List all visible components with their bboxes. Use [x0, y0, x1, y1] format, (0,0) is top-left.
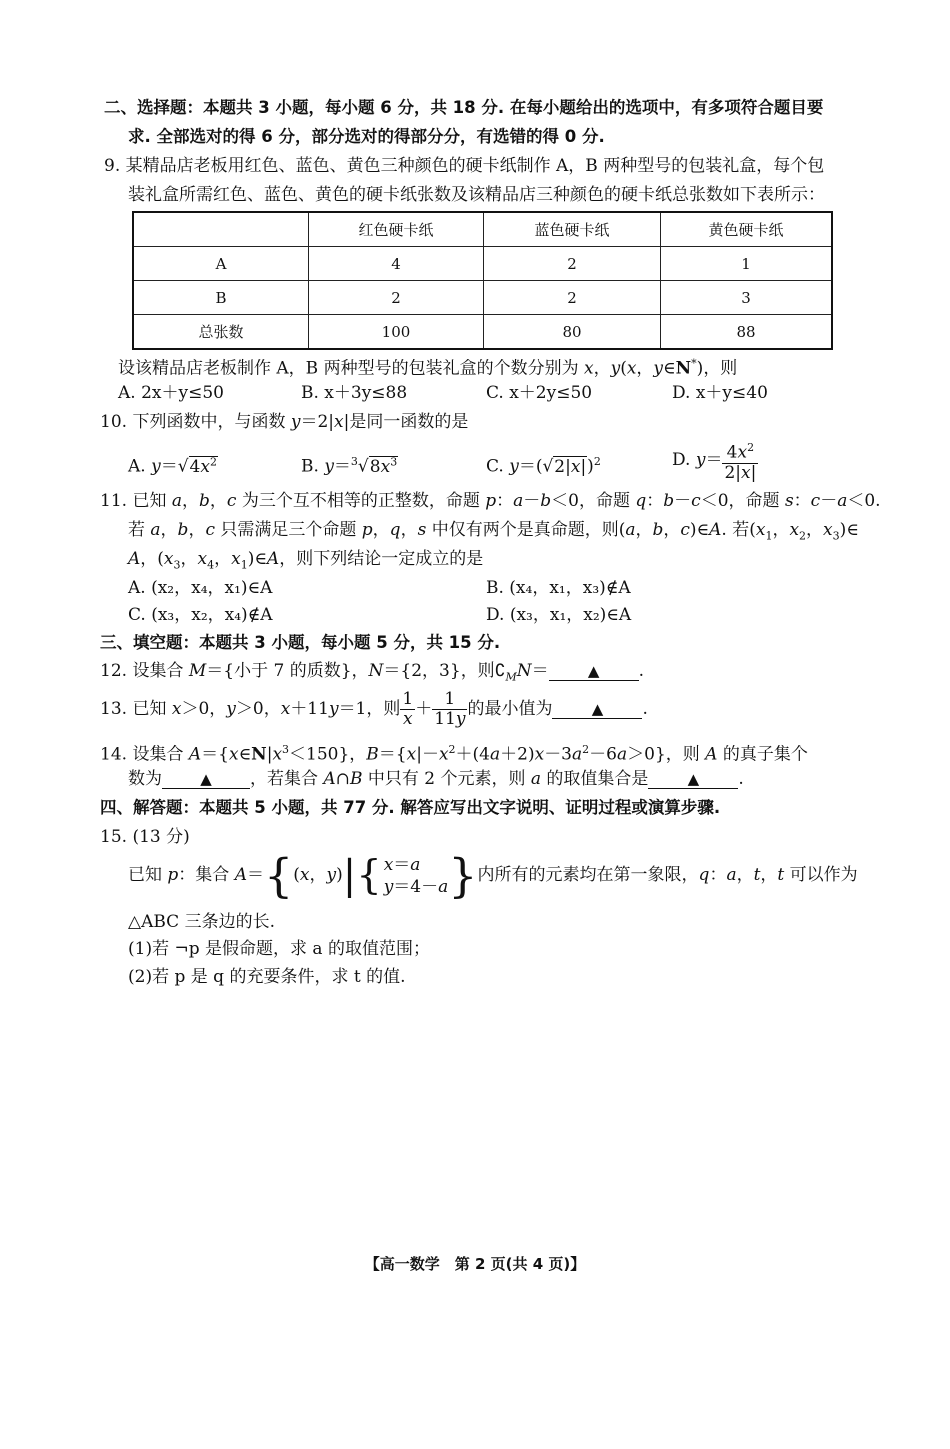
q11-text: 命题 [745, 491, 780, 511]
table-cell: 100 [309, 315, 484, 350]
table-cell: 80 [484, 315, 661, 350]
q9-card-table [132, 211, 833, 350]
section-2-heading-line2: 求. 全部选对的得 6 分，部分选对的得部分分，有选错的得 0 分. [128, 127, 605, 146]
q15-line2: △ABC 三条边的长. [128, 912, 275, 932]
q11-text: 若 [128, 520, 145, 540]
page-footer: 【高一数学 第 2 页(共 4 页)】 [364, 1255, 586, 1273]
q11-option-a: A. (x₂，x₄，x₁)∈A [128, 578, 273, 598]
q11-text: ，则下列结论一定成立的是 [279, 549, 484, 569]
q10-option-c: C. $y=(√2|x|)^2$ [486, 455, 601, 477]
q11-line1: 11. 已知 a，b，c 为三个互不相等的正整数，命题 p：a－b＜0，命题 q：b－c＜0，命题 s：c－a＜0. [100, 491, 881, 511]
table-cell: 2 [484, 247, 661, 281]
q14-answer-blank-1[interactable] [162, 770, 250, 789]
table-cell: 黄色硬卡纸 [661, 212, 833, 247]
q9-stem-line2: 装礼盒所需红色、蓝色、黄色的硬卡纸张数及该精品店三种颜色的硬卡纸总张数如下表所示： [128, 185, 825, 205]
table-row [133, 281, 832, 315]
table-cell: 蓝色硬卡纸 [484, 212, 661, 247]
q12-set-m: {小于 7 的质数} [223, 661, 352, 681]
table-cell: 2 [484, 281, 661, 315]
q9-option-b: B. x＋3y≤88 [301, 383, 408, 403]
table-cell: 3 [661, 281, 833, 315]
blank-triangle: ▲ [591, 700, 604, 718]
table-cell: 红色硬卡纸 [309, 212, 484, 247]
q10-option-a-label: A. [128, 456, 146, 477]
q15-part1: (1)若 ¬p 是假命题，求 a 的取值范围； [128, 939, 430, 959]
q9-option-d: D. x＋y≤40 [672, 383, 768, 403]
table-row [133, 315, 832, 350]
q14-line2: 数为 ▲ ，若集合 A∩B 中只有 2 个元素，则 a 的取值集合是 ▲ . [128, 769, 744, 789]
q11-option-c: C. (x₃，x₂，x₄)∉A [128, 605, 273, 625]
table-cell: 88 [661, 315, 833, 350]
table-header-row [133, 212, 832, 247]
q14-text: 数为 [128, 769, 162, 789]
q14-line1: 14. 设集合 $A=\{x\in N|x^3<150\}$，$B=\{x|-x^2+(4a+2)x-3a^2-6a>0\}$，则 A 的真子集个 [100, 743, 808, 765]
q15-text: 可以作为 [789, 865, 858, 885]
q11-line2: 若 a，b，c 只需满足三个命题 p，q，s 中仅有两个是真命题，则(a，b，c)∈A. 若($x_1$，$x_2$，$x_3)\in$ [128, 520, 859, 543]
q15-text: 集合 [195, 865, 230, 885]
q11-text: 命题 [595, 491, 630, 511]
table-cell: 2 [309, 281, 484, 315]
q10-option-d-label: D. [672, 449, 691, 470]
section-3-heading: 三、填空题：本题共 3 小题，每小题 5 分，共 15 分. [100, 633, 501, 652]
q9-question: 设该精品店老板制作 A，B 两种型号的包装礼盒的个数分别为 x，y(x，y∈N*)，则 [118, 357, 738, 379]
q9-question-text: 设该精品店老板制作 A，B 两种型号的包装礼盒的个数分别为 [118, 358, 579, 379]
blank-triangle: ▲ [587, 662, 600, 680]
q13-text: ，则 [366, 699, 401, 719]
q15-text: 内所有的元素均在第一象限， [477, 865, 699, 885]
q10-option-b: B. $y=^3√8x^3$ [301, 455, 398, 477]
section-4-heading: 四、解答题：本题共 5 小题，共 77 分. 解答应写出文字说明、证明过程或演算步骤. [100, 798, 721, 817]
table-row [133, 247, 832, 281]
q12-stem: 12. 设集合 M＝{小于 7 的质数}，N＝{2，3}，则$∁_MN=$ ▲ . [100, 661, 645, 684]
section-2-heading-line1: 二、选择题：本题共 3 小题，每小题 6 分，共 18 分. 在每小题给出的选项中，有多项符合题目要 [104, 98, 824, 117]
q12-text: ，则 [460, 661, 495, 681]
q13-stem: 13. 已知 x＞0，y＞0，x＋11y＝1，则 $\frac{1}{x}$ ＋ $\frac{1}{11y}$ 的最小值为 ▲ . [100, 689, 648, 729]
q11-text: 若 [732, 520, 750, 540]
blank-triangle: ▲ [687, 770, 700, 788]
q14-text: ，则 [665, 744, 700, 765]
q15-text: 已知 [128, 865, 162, 885]
table-cell [133, 212, 309, 247]
q10-option-b-label: B. [301, 456, 319, 477]
table-cell: A [133, 247, 309, 281]
q9-stem-line1: 9. 某精品店老板用红色、蓝色、黄色三种颜色的硬卡纸制作 A，B 两种型号的包装礼盒，每个包 [104, 156, 825, 176]
q12-answer-blank[interactable] [549, 662, 639, 681]
q14-text: ，若集合 [250, 769, 318, 789]
q11-text: 11. 已知 [100, 491, 167, 511]
q9-option-c: C. x＋2y≤50 [486, 383, 593, 403]
q10-option-c-label: C. [486, 456, 504, 477]
table-cell: B [133, 281, 309, 315]
q15-stem: 已知 p：集合 A＝{(x，y)|{ x＝a y＝4－a }内所有的元素均在第一象限，q：a，t，t 可以作为 [128, 848, 858, 903]
q14-text: 14. 设集合 [100, 744, 184, 765]
table-cell: 4 [309, 247, 484, 281]
q10-option-a: A. $y=√4x^2$ [128, 455, 217, 477]
q15-part2: (2)若 p 是 q 的充要条件，求 t 的值. [128, 967, 406, 987]
q10-stem-text: 10. 下列函数中，与函数 [100, 412, 286, 432]
q13-answer-blank[interactable] [552, 700, 642, 719]
q10-option-d: D. y＝ $\frac{4x^2}{2|x|}$ [672, 438, 758, 483]
table-cell: 总张数 [133, 315, 309, 350]
q14-text: 的真子集个 [722, 744, 808, 765]
q13-text: 的最小值为 [467, 699, 553, 719]
q14-text: 的取值集合是 [546, 769, 649, 789]
q15-header: 15. (13 分) [100, 827, 190, 847]
q11-option-b: B. (x₄，x₁，x₃)∉A [486, 578, 631, 598]
q9-option-a: A. 2x＋y≤50 [118, 383, 224, 403]
table-cell: 1 [661, 247, 833, 281]
q11-line3: A，($x_3$，$x_4$，$x_1)\in A$，则下列结论一定成立的是 [128, 549, 484, 572]
q14-answer-blank-2[interactable] [648, 770, 738, 789]
q9-question-tail: ，则 [703, 358, 738, 379]
q11-text: 中仅有两个是真命题，则 [431, 520, 619, 540]
q12-text: 12. 设集合 [100, 661, 184, 681]
q14-text: 中只有 2 个元素，则 [367, 769, 526, 789]
q10-stem-tail: 是同一函数的是 [349, 412, 469, 432]
q13-text: 13. 已知 [100, 699, 167, 719]
q11-text: 为三个互不相等的正整数，命题 [241, 491, 480, 511]
q10-stem: 10. 下列函数中，与函数 y＝2|x|是同一函数的是 [100, 412, 469, 432]
q12-text: ＝ [531, 661, 549, 681]
blank-triangle: ▲ [200, 770, 212, 788]
q11-text: 只需满足三个命题 [220, 520, 357, 540]
q11-option-d: D. (x₃，x₁，x₂)∈A [486, 605, 632, 625]
